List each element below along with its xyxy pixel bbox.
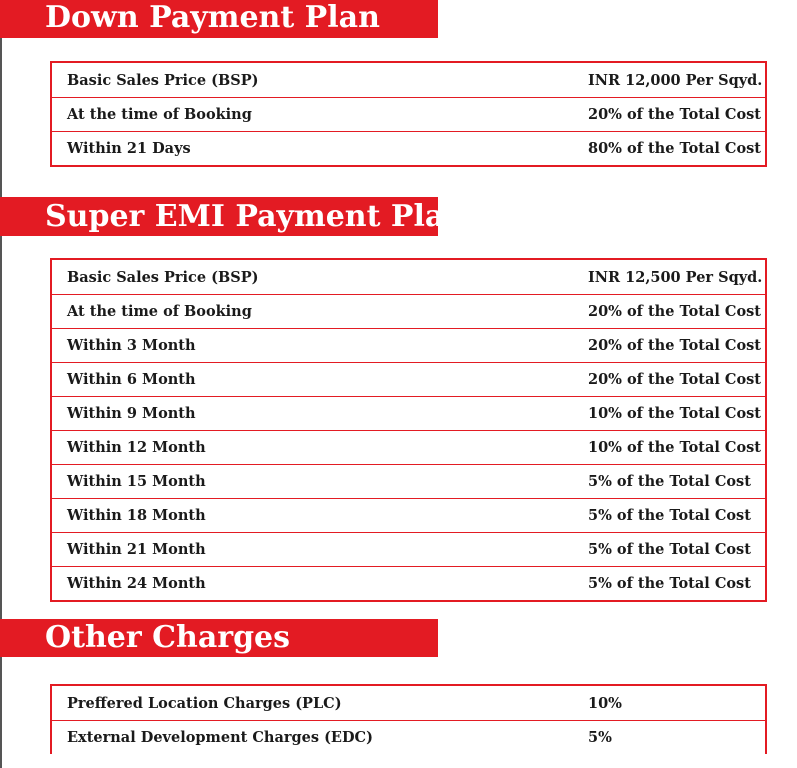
- other-charges-header: [0, 619, 438, 657]
- table-row: [52, 566, 765, 600]
- row-label: Within 21 Days: [67, 140, 191, 157]
- table-row: [52, 430, 765, 464]
- super-emi-payment-plan-table: [50, 258, 767, 602]
- row-value: 5%: [588, 729, 612, 746]
- row-value: 5% of the Total Cost: [588, 541, 751, 558]
- table-row: [52, 294, 765, 328]
- row-value: 10% of the Total Cost: [588, 405, 761, 422]
- down-payment-plan-header: [0, 0, 438, 38]
- row-label: At the time of Booking: [67, 106, 252, 123]
- down-payment-plan-table: [50, 61, 767, 167]
- row-label: Basic Sales Price (BSP): [67, 71, 259, 89]
- row-value: 10% of the Total Cost: [588, 439, 761, 456]
- row-value: 20% of the Total Cost: [588, 303, 761, 320]
- row-value: 80% of the Total Cost: [588, 140, 761, 157]
- row-label: Within 6 Month: [67, 371, 196, 388]
- table-row: [52, 328, 765, 362]
- row-value: 5% of the Total Cost: [588, 507, 751, 524]
- table-row: [52, 63, 765, 97]
- row-value: 20% of the Total Cost: [588, 337, 761, 354]
- row-label: Within 3 Month: [67, 337, 196, 354]
- row-value: 5% of the Total Cost: [588, 473, 751, 490]
- row-label: Within 15 Month: [67, 473, 206, 490]
- row-label: Within 12 Month: [67, 439, 206, 456]
- table-row: [52, 131, 765, 165]
- down-payment-plan-title: Down Payment Plan: [45, 0, 380, 35]
- row-label: Within 18 Month: [67, 507, 206, 524]
- row-label: Basic Sales Price (BSP): [67, 268, 259, 286]
- row-value: 20% of the Total Cost: [588, 106, 761, 123]
- row-label: External Development Charges (EDC): [67, 729, 373, 746]
- table-row: [52, 532, 765, 566]
- table-row: [52, 720, 765, 754]
- row-label: At the time of Booking: [67, 303, 252, 320]
- row-label: Within 24 Month: [67, 575, 206, 592]
- table-row: [52, 260, 765, 294]
- super-emi-payment-plan-header: [0, 197, 467, 236]
- super-emi-payment-plan-title: Super EMI Payment Plan: [45, 198, 467, 234]
- table-row: [52, 498, 765, 532]
- row-value: 20% of the Total Cost: [588, 371, 761, 388]
- table-row: [52, 396, 765, 430]
- other-charges-title: Other Charges: [45, 620, 291, 655]
- row-label: Within 9 Month: [67, 405, 196, 422]
- other-charges-table: [50, 684, 767, 754]
- row-value: 10%: [588, 694, 622, 712]
- row-label: Preffered Location Charges (PLC): [67, 694, 342, 712]
- table-row: [52, 362, 765, 396]
- row-value: INR 12,500 Per Sqyd.: [588, 268, 763, 286]
- row-value: INR 12,000 Per Sqyd.: [588, 71, 763, 89]
- row-value: 5% of the Total Cost: [588, 575, 751, 592]
- table-row: [52, 686, 765, 720]
- row-label: Within 21 Month: [67, 541, 206, 558]
- table-row: [52, 97, 765, 131]
- table-row: [52, 464, 765, 498]
